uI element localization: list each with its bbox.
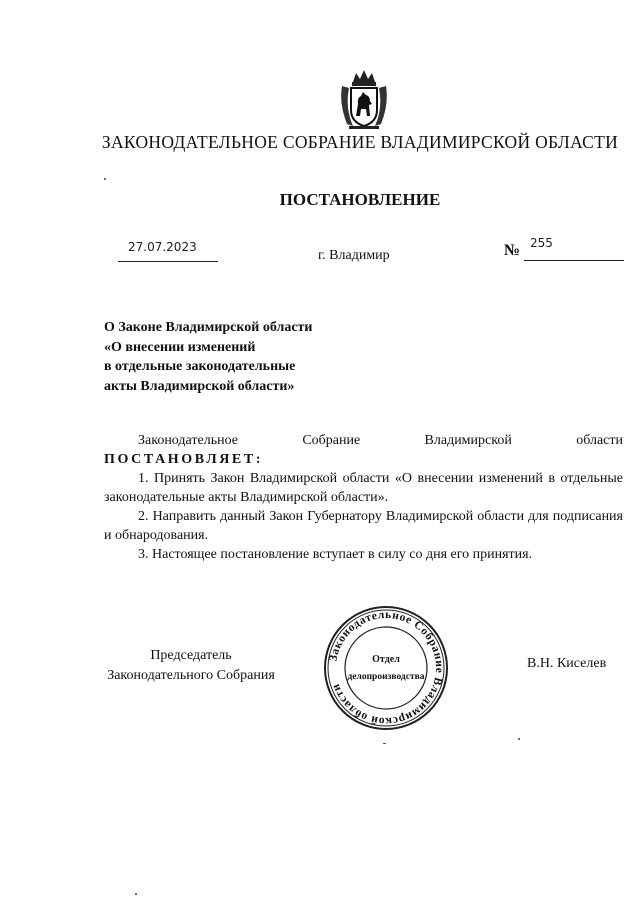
- number-sign: №: [504, 242, 521, 259]
- date-field: [118, 240, 218, 262]
- resolution-body: [104, 431, 623, 564]
- resolution-item: 1. Принять Закон Владимирской области «О внесении изменений в отдельные законодательные акты Владимирской области».: [104, 471, 623, 505]
- resolution-item: 3. Настоящее постановление вступает в силу со дня его принятия.: [138, 547, 533, 562]
- subject-line: в отдельные законодательные: [104, 359, 296, 374]
- scan-speck: [383, 743, 386, 744]
- stamp-outer-text: Законодательное Собрание Владимирской области: [327, 608, 446, 728]
- resolution-item: 2. Направить данный Закон Губернатору Владимирской области для подписания и обнародования.: [104, 509, 623, 543]
- signatory-position: [100, 646, 282, 686]
- office-stamp: [322, 604, 450, 732]
- preamble-word: Законодательное: [138, 433, 238, 448]
- subject-line: «О внесении изменений: [104, 339, 256, 355]
- date-value: 27.07.2023: [128, 240, 197, 254]
- number-field: [504, 236, 624, 262]
- preamble-word: Собрание: [302, 433, 361, 448]
- scan-speck: [135, 893, 137, 895]
- number-underline: [524, 260, 624, 261]
- resolves-heading: ПОСТАНОВЛЯЕТ:: [104, 452, 264, 467]
- position-line: Председатель: [150, 648, 232, 663]
- subject-line: О Законе Владимирской области: [104, 320, 313, 335]
- scan-speck: [104, 178, 106, 180]
- preamble-word: области: [576, 433, 623, 448]
- stamp-inner-line: Отдел: [372, 654, 400, 665]
- scan-speck: [518, 738, 520, 740]
- preamble: [104, 431, 623, 450]
- subject-line: акты Владимирской области»: [104, 378, 295, 394]
- date-underline: [118, 261, 218, 262]
- coat-of-arms-icon: [339, 68, 389, 130]
- stamp-inner-line: делопроизводства: [347, 672, 425, 682]
- city: г. Владимир: [318, 248, 390, 263]
- signatory-name: В.Н. Киселев: [527, 656, 607, 671]
- position-line: Законодательного Собрания: [107, 668, 275, 683]
- document-type: ПОСТАНОВЛЕНИЕ: [279, 190, 441, 209]
- number-value: 255: [530, 236, 553, 250]
- preamble-word: Владимирской: [424, 433, 512, 448]
- subject-heading: [104, 318, 313, 396]
- institution-title: ЗАКОНОДАТЕЛЬНОЕ СОБРАНИЕ ВЛАДИМИРСКОЙ ОБЛАСТИ: [101, 132, 619, 152]
